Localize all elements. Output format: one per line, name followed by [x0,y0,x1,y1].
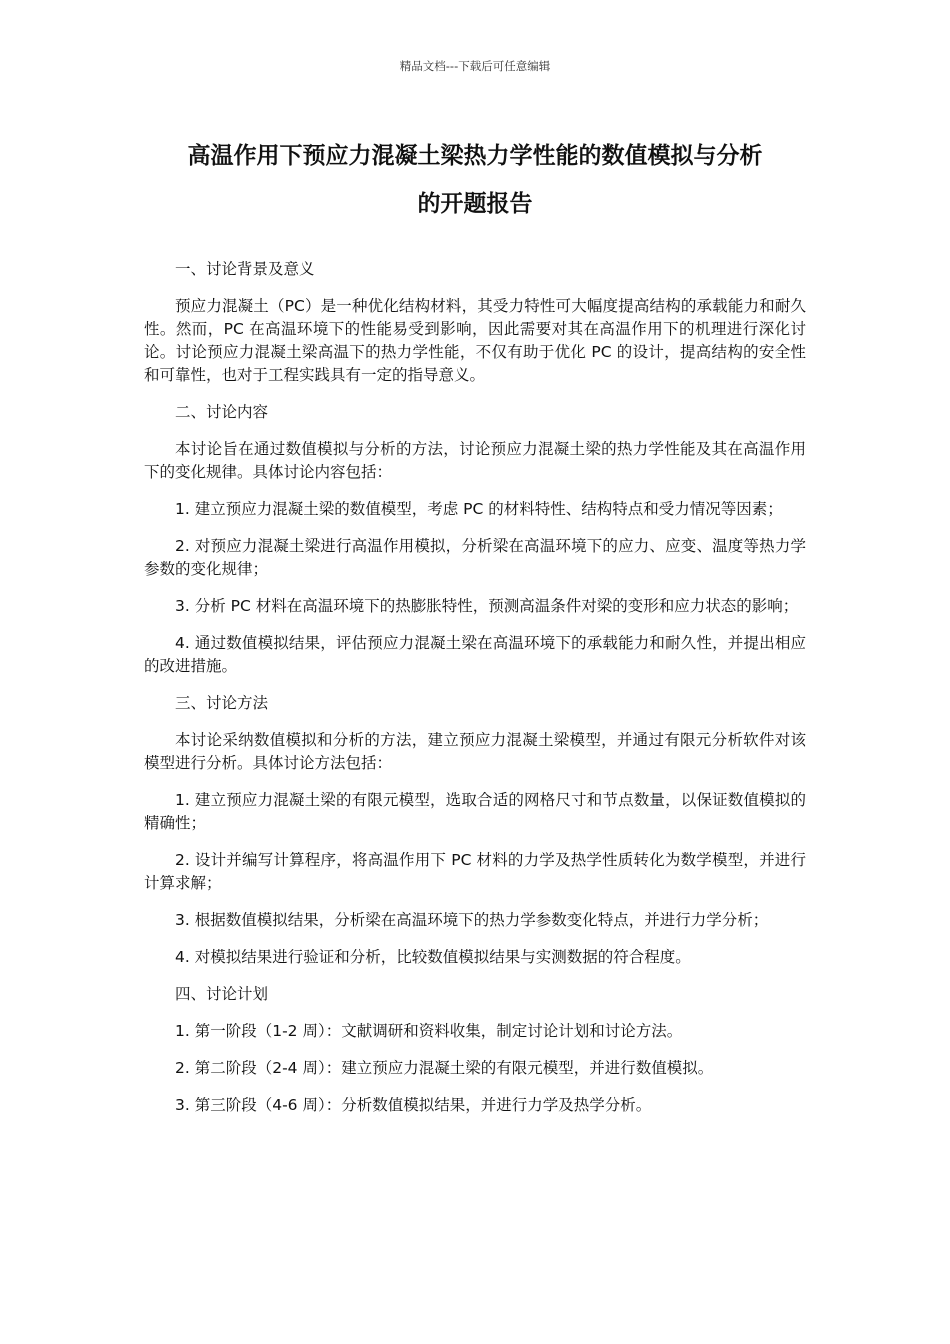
title-line-2: 的开题报告 [417,191,533,217]
document-body [144,258,806,1131]
section-heading-method: 三、讨论方法 [175,694,269,712]
list-item-method-3: 3. 根据数值模拟结果，分析梁在高温环境下的热力学参数变化特点，并进行力学分析； [175,911,769,929]
paragraph-background: 预应力混凝土（PC）是一种优化结构材料，其受力特性可大幅度提高结构的承载能力和耐久性。然而，PC 在高温环境下的性能易受到影响，因此需要对其在高温作用下的机理进行深化讨论。讨论预应力混凝土梁高温下的热力学性能，不仅有助于优化 PC 的设计，提高结构的安全性和可靠性，也对于工程实践具有一定的指导意义。 [144,297,806,384]
list-item-method-1: 1. 建立预应力混凝土梁的有限元模型，选取合适的网格尺寸和节点数量，以保证数值模拟的精确性； [144,791,806,832]
title-line-1: 高温作用下预应力混凝土梁热力学性能的数值模拟与分析 [187,143,763,169]
list-item-method-2: 2. 设计并编写计算程序，将高温作用下 PC 材料的力学及热学性质转化为数学模型，并进行计算求解； [144,851,806,892]
list-item-content-4: 4. 通过数值模拟结果，评估预应力混凝土梁在高温环境下的承载能力和耐久性，并提出相应的改进措施。 [144,634,806,675]
list-item-plan-1: 1. 第一阶段（1-2 周）：文献调研和资料收集，制定讨论计划和讨论方法。 [175,1022,683,1040]
list-item-plan-3: 3. 第三阶段（4-6 周）：分析数值模拟结果，并进行力学及热学分析。 [175,1096,652,1114]
header-note: 精品文档---下载后可任意编辑 [399,59,551,73]
section-heading-plan: 四、讨论计划 [175,985,269,1003]
page-title [140,132,810,228]
section-heading-background: 一、讨论背景及意义 [175,260,315,278]
paragraph-method-intro: 本讨论采纳数值模拟和分析的方法，建立预应力混凝土梁模型，并通过有限元分析软件对该模型进行分析。具体讨论方法包括： [144,731,806,772]
section-heading-content: 二、讨论内容 [175,403,269,421]
list-item-content-3: 3. 分析 PC 材料在高温环境下的热膨胀特性，预测高温条件对梁的变形和应力状态的影响； [175,597,799,615]
paragraph-content-intro: 本讨论旨在通过数值模拟与分析的方法，讨论预应力混凝土梁的热力学性能及其在高温作用下的变化规律。具体讨论内容包括： [144,440,806,481]
list-item-method-4: 4. 对模拟结果进行验证和分析，比较数值模拟结果与实测数据的符合程度。 [175,948,691,966]
list-item-content-1: 1. 建立预应力混凝土梁的数值模型，考虑 PC 的材料特性、结构特点和受力情况等因素； [175,500,783,518]
list-item-plan-2: 2. 第二阶段（2-4 周）：建立预应力混凝土梁的有限元模型，并进行数值模拟。 [175,1059,714,1077]
list-item-content-2: 2. 对预应力混凝土梁进行高温作用模拟，分析梁在高温环境下的应力、应变、温度等热力学参数的变化规律； [144,537,806,578]
